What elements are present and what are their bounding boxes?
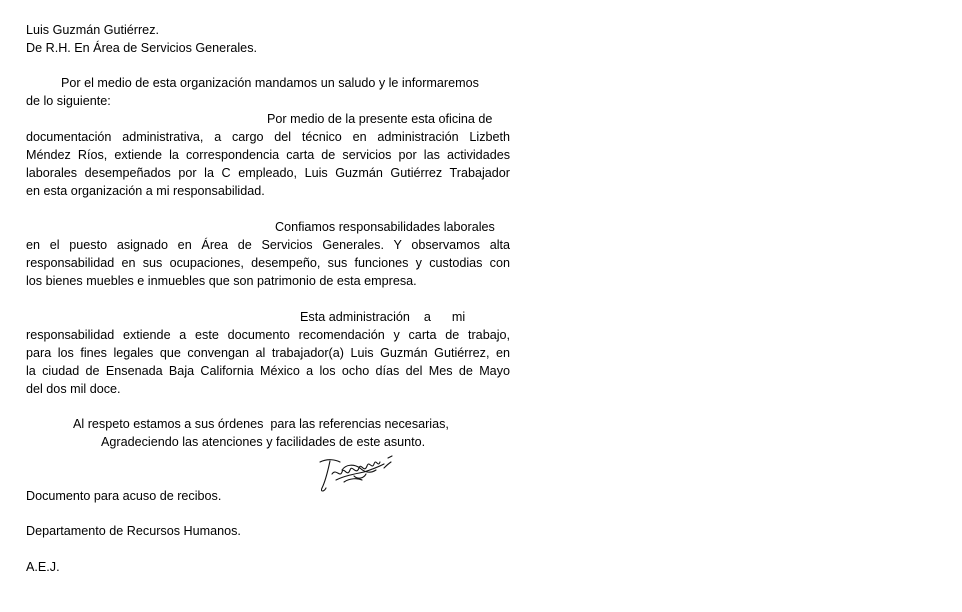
paragraph-2-lead: Confiamos responsabilidades laborales	[275, 220, 495, 234]
paragraph-2-body	[26, 236, 510, 290]
closing-line-2: Agradeciendo las atenciones y facilidades de este asunto.	[101, 435, 426, 449]
paragraph-1-line: documentación administrativa, a cargo del técnico en administración Lizbeth	[26, 130, 510, 144]
paragraph-1-line: en esta organización a mi responsabilidad.	[26, 184, 265, 198]
paragraph-3-line: la ciudad de Ensenada Baja California México a los ocho días del Mes de Mayo	[26, 364, 510, 378]
paragraph-1-line: laborales desempeñados por la C empleado, Luis Guzmán Gutiérrez Trabajador	[26, 166, 510, 180]
intro-line-2: de lo siguiente:	[26, 94, 111, 108]
department-name: Departamento de Recursos Humanos.	[26, 524, 241, 538]
paragraph-3-body	[26, 326, 510, 398]
initials: A.E.J.	[26, 560, 60, 574]
paragraph-3-line: para los fines legales que convengan al trabajador(a) Luis Guzmán Gutiérrez, en	[26, 346, 510, 360]
handwritten-signature	[314, 452, 398, 498]
paragraph-2-line: responsabilidad en sus ocupaciones, desempeño, sus funciones y custodias con	[26, 256, 510, 270]
paragraph-1-line: Méndez Ríos, extiende la correspondencia carta de servicios por las actividades	[26, 148, 510, 162]
paragraph-1-body	[26, 128, 510, 200]
paragraph-1-lead: Por medio de la presente esta oficina de	[267, 112, 493, 126]
recipient-name: Luis Guzmán Gutiérrez.	[26, 23, 159, 37]
closing-line-1: Al respeto estamos a sus órdenes para las referencias necesarias,	[73, 417, 449, 431]
paragraph-3-line: del dos mil doce.	[26, 382, 121, 396]
receipt-note: Documento para acuso de recibos.	[26, 489, 222, 503]
paragraph-3-line: responsabilidad extiende a este documento recomendación y carta de trabajo,	[26, 328, 510, 342]
recipient-department: De R.H. En Área de Servicios Generales.	[26, 41, 257, 55]
paragraph-2-line: los bienes muebles e inmuebles que son patrimonio de esta empresa.	[26, 274, 417, 288]
paragraph-3-lead: Esta administración a mi	[300, 310, 466, 324]
intro-line-1: Por el medio de esta organización mandamos un saludo y le informaremos	[61, 76, 479, 90]
paragraph-2-line: en el puesto asignado en Área de Servicios Generales. Y observamos alta	[26, 238, 510, 252]
